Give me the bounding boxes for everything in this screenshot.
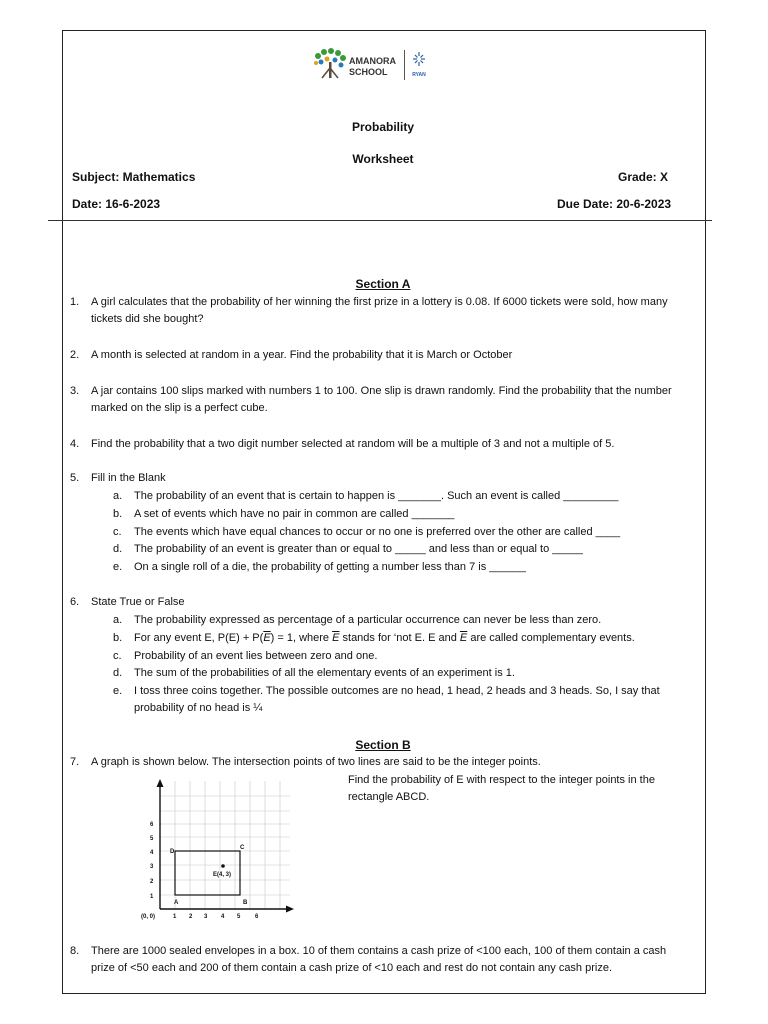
item-text-part: For any event E, P(E) + P( xyxy=(134,632,264,644)
question-number: 7. xyxy=(70,756,80,768)
point-e-label: E(4, 3) xyxy=(213,872,232,878)
x-tick-label: 1 xyxy=(173,914,177,920)
question-text: A graph is shown below. The intersection points of two lines are said to be the integer points. xyxy=(91,756,541,768)
school-name-line2: SCHOOL xyxy=(349,67,388,77)
school-name-line1: AMANORA xyxy=(349,56,396,66)
e-complement-symbol: $\overline{E}$ xyxy=(459,632,468,644)
y-tick-label: 1 xyxy=(150,894,154,900)
x-tick-label: 3 xyxy=(204,914,208,920)
q5-item-d xyxy=(113,541,683,558)
question-8 xyxy=(70,943,690,977)
graph-grid xyxy=(160,781,290,909)
origin-label: (0, 0) xyxy=(141,914,156,920)
point-e-marker xyxy=(221,864,225,868)
question-number: 5. xyxy=(70,472,80,484)
question-number: 3. xyxy=(70,385,80,397)
item-text: The events which have equal chances to occur or no one is preferred over the other are called ____ xyxy=(134,526,621,538)
item-text: The probability expressed as percentage of a particular occurrence can never be less than zero. xyxy=(134,614,602,626)
question-number: 1. xyxy=(70,296,80,308)
subject-label: Subject: Mathematics xyxy=(72,170,196,184)
question-7 xyxy=(70,754,690,771)
logo-divider xyxy=(404,50,405,80)
item-letter: d. xyxy=(113,543,123,555)
item-text: The probability of an event is greater than or equal to _____ and less than or equal to _____ xyxy=(134,543,583,555)
question-text: A jar contains 100 slips marked with numbers 1 to 100. One slip is drawn randomly. Find the probability that the number marked on the slip is a perfect cube. xyxy=(91,385,672,414)
item-text-part: stands for ‘not E. E and xyxy=(339,632,460,644)
item-text-part: are called complementary events. xyxy=(467,632,635,644)
x-tick-label: 6 xyxy=(255,914,259,920)
question-number: 6. xyxy=(70,596,80,608)
question-text: Fill in the Blank xyxy=(91,472,166,484)
question-3 xyxy=(70,383,690,417)
q6-item-b xyxy=(113,630,683,647)
item-letter: e. xyxy=(113,685,123,697)
x-tick-label: 2 xyxy=(189,914,193,920)
item-letter: c. xyxy=(113,526,122,538)
partner-label: RYAN xyxy=(412,72,426,78)
q6-item-a xyxy=(113,612,683,629)
question-number: 8. xyxy=(70,945,80,957)
item-letter: a. xyxy=(113,614,123,626)
q5-item-a xyxy=(113,488,683,505)
item-text xyxy=(134,630,683,647)
section-a-title: Section A xyxy=(355,277,411,291)
e-complement-symbol: $\overline{E}$ xyxy=(263,632,271,644)
item-letter: a. xyxy=(113,490,123,502)
question-number: 4. xyxy=(70,438,80,450)
x-axis-arrow-icon xyxy=(286,906,294,913)
y-tick-label: 3 xyxy=(150,864,154,870)
question-6 xyxy=(70,594,690,611)
item-text: On a single roll of a die, the probability of getting a number less than 7 is ______ xyxy=(134,561,526,573)
school-name xyxy=(349,56,396,78)
question-text: State True or False xyxy=(91,596,185,608)
item-letter: d. xyxy=(113,667,123,679)
header-rule xyxy=(48,220,712,221)
item-letter: b. xyxy=(113,508,123,520)
item-text: A set of events which have no pair in common are called _______ xyxy=(134,508,455,520)
ryan-logo-icon xyxy=(410,50,428,80)
item-letter: b. xyxy=(113,632,123,644)
item-text: Probability of an event lies between zero and one. xyxy=(134,650,378,662)
question-text: Find the probability that a two digit number selected at random will be a multiple of 3 and not a multiple of 5. xyxy=(91,438,615,450)
item-text-part: ) = 1, where xyxy=(270,632,333,644)
point-d-label: D xyxy=(170,849,175,855)
q5-item-b xyxy=(113,506,683,523)
q5-item-c xyxy=(113,524,683,541)
y-axis-arrow-icon xyxy=(157,779,164,787)
e-complement-symbol: $\overline{E}$ xyxy=(332,632,340,644)
point-b-label: B xyxy=(243,900,248,906)
question-5 xyxy=(70,470,690,487)
question-number: 2. xyxy=(70,349,80,361)
q6-item-e xyxy=(113,683,683,717)
question-2 xyxy=(70,347,690,364)
due-date-label: Due Date: 20-6-2023 xyxy=(557,197,672,211)
date-label: Date: 16-6-2023 xyxy=(72,197,161,211)
point-c-label: C xyxy=(240,845,245,851)
item-letter: e. xyxy=(113,561,123,573)
integer-points-graph xyxy=(140,776,300,922)
q6-item-c xyxy=(113,648,683,665)
worksheet-subtitle: Worksheet xyxy=(352,152,414,166)
item-text: The sum of the probabilities of all the elementary events of an experiment is 1. xyxy=(134,667,515,679)
item-text: I toss three coins together. The possible outcomes are no head, 1 head, 2 heads and 3 heads. So, I say that probability of no head is ¼ xyxy=(134,685,660,714)
point-a-label: A xyxy=(174,900,179,906)
grade-label: Grade: X xyxy=(618,170,669,184)
x-tick-label: 4 xyxy=(221,914,225,920)
item-letter: c. xyxy=(113,650,122,662)
y-tick-label: 2 xyxy=(150,879,154,885)
question-1 xyxy=(70,294,690,328)
y-tick-label: 5 xyxy=(150,836,154,842)
item-text: The probability of an event that is certain to happen is _______. Such an event is called _________ xyxy=(134,490,619,502)
question-text: A month is selected at random in a year. Find the probability that it is March or October xyxy=(91,349,513,361)
question-text: There are 1000 sealed envelopes in a box. 10 of them contains a cash prize of <100 each, 100 of them contain a cash prize of <50 each and 200 of them contain a cash prize of <10 each and rest do not contain any cash prize. xyxy=(91,945,667,974)
q5-item-e xyxy=(113,559,683,576)
y-tick-label: 4 xyxy=(150,850,154,856)
worksheet-title: Probability xyxy=(351,120,414,134)
question-7-side-text: Find the probability of E with respect to the integer points in the rectangle ABCD. xyxy=(348,774,655,803)
x-tick-label: 5 xyxy=(237,914,241,920)
y-tick-label: 6 xyxy=(150,822,154,828)
question-4 xyxy=(70,436,690,453)
q6-item-d xyxy=(113,665,683,682)
question-text: A girl calculates that the probability of her winning the first prize in a lottery is 0.08. If 6000 tickets were sold, how many tickets did she bought? xyxy=(91,296,668,325)
section-b-title: Section B xyxy=(355,738,411,752)
